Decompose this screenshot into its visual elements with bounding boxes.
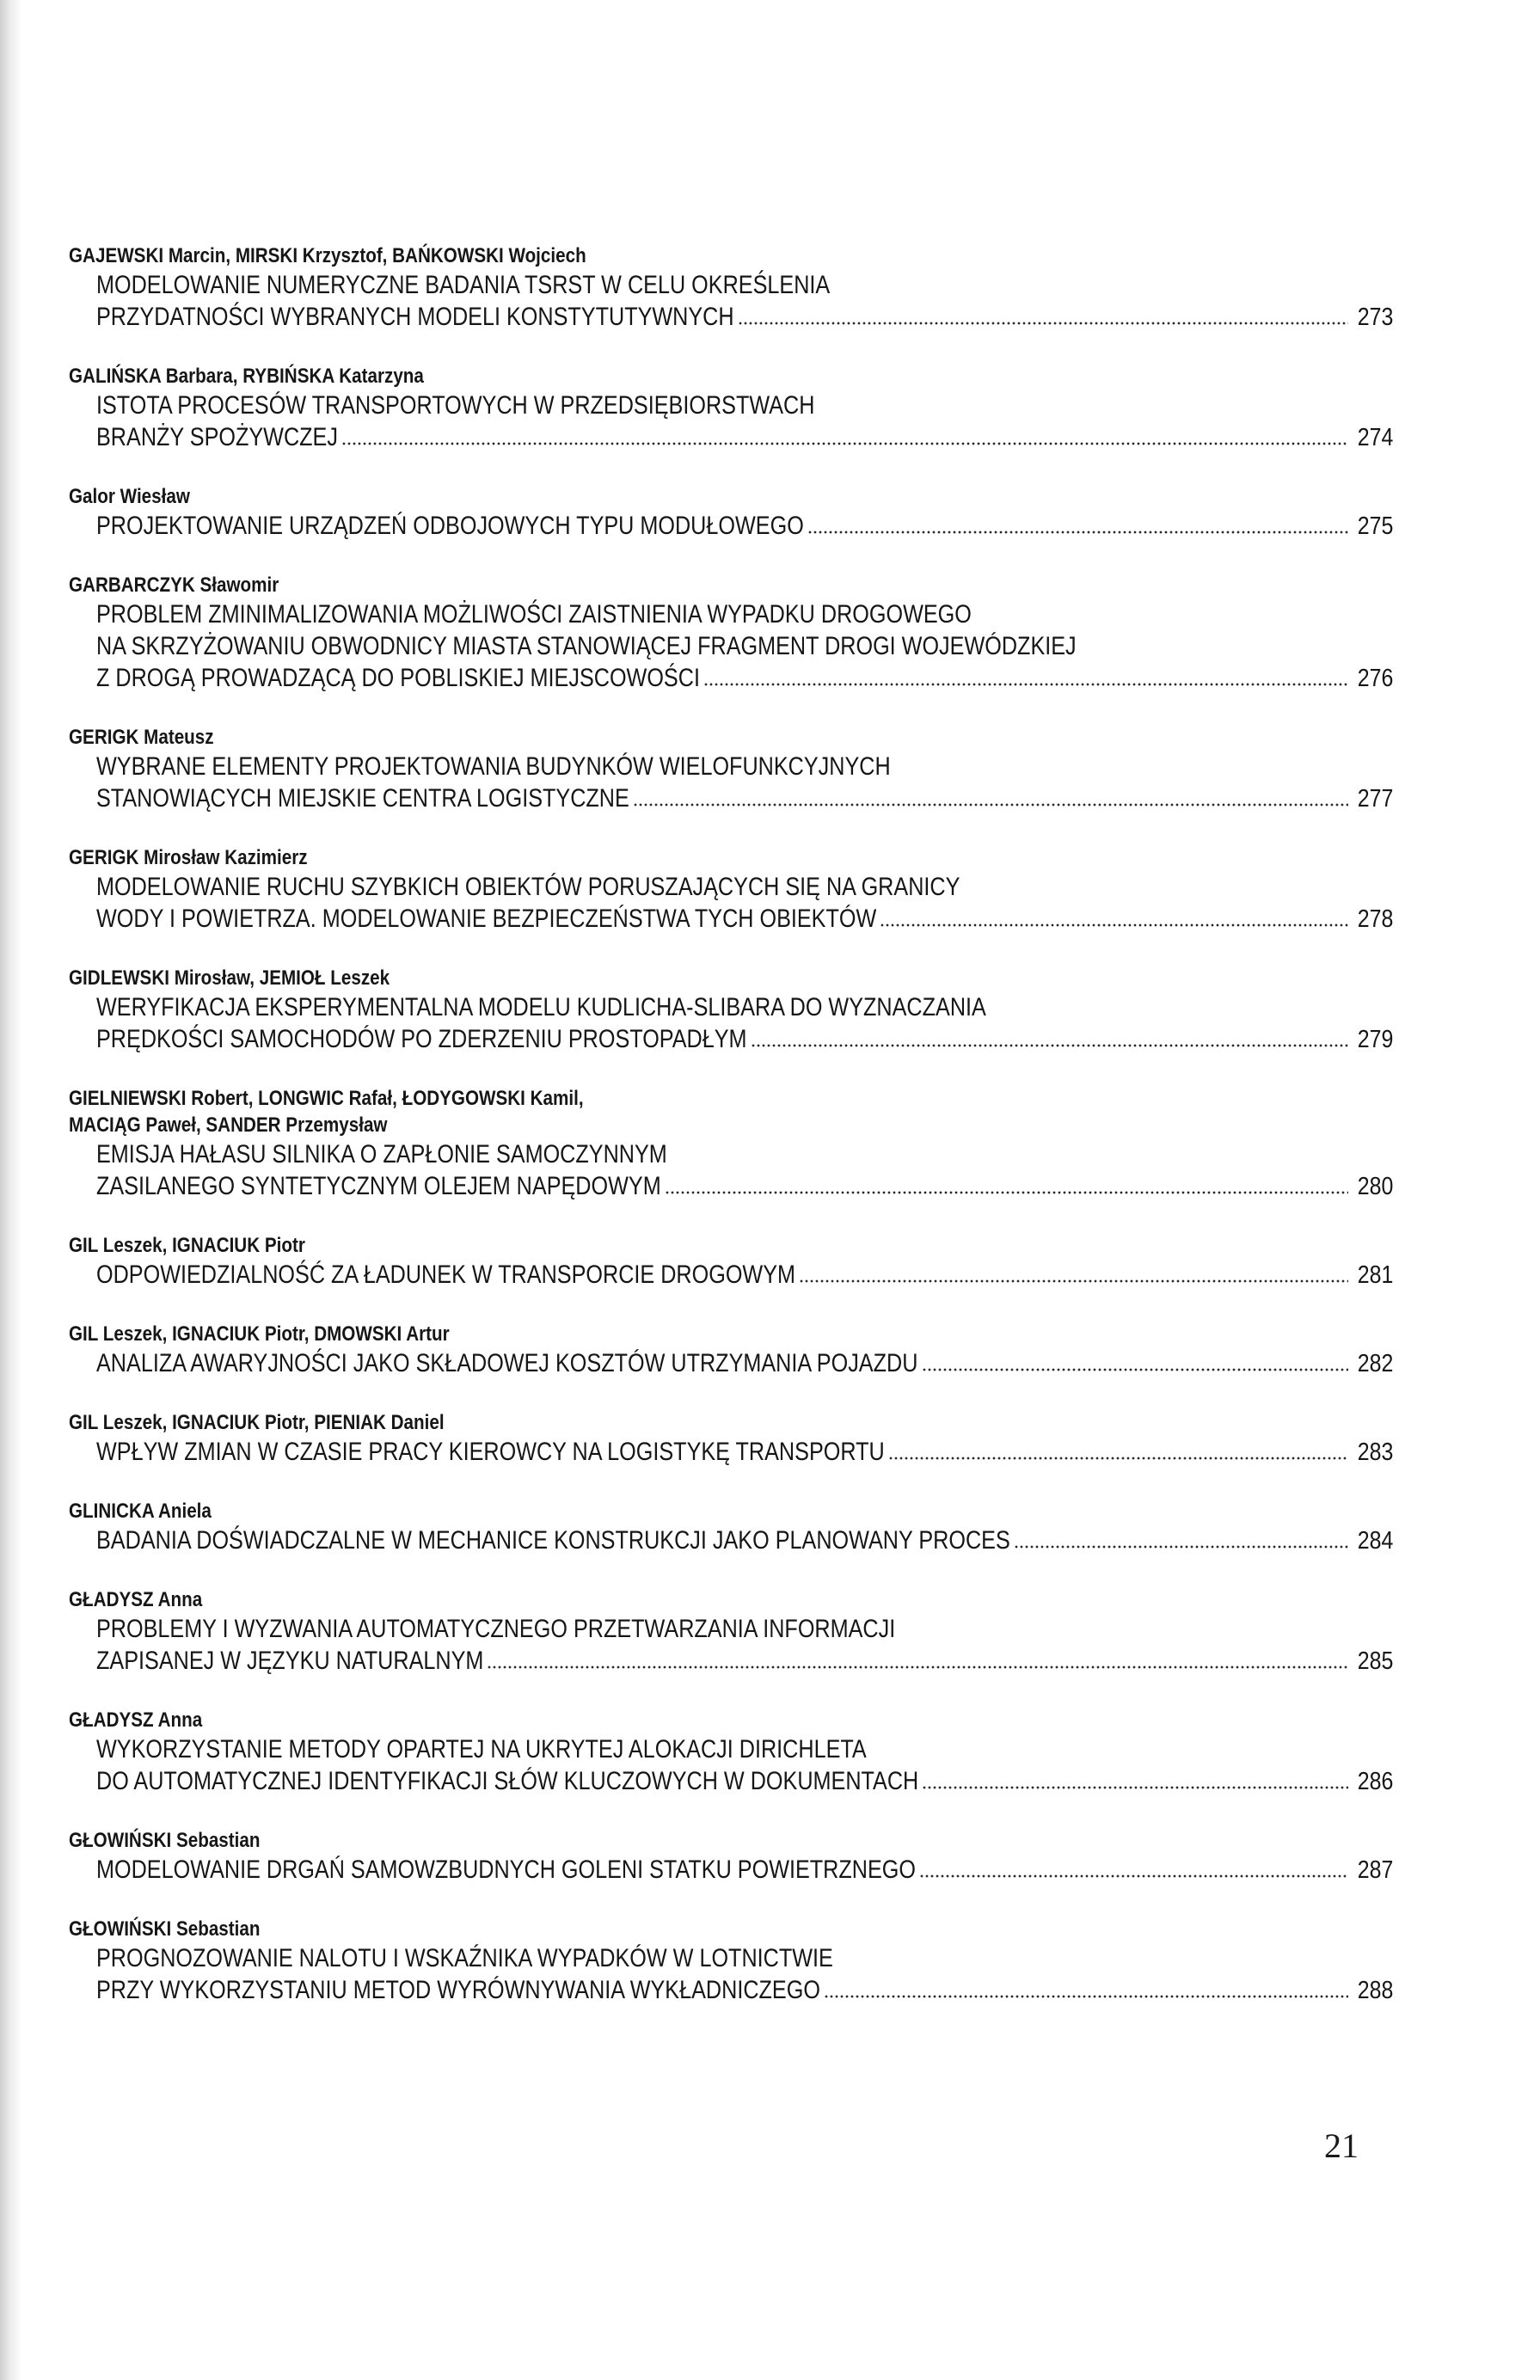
entry-page-number: 277 bbox=[1357, 785, 1393, 813]
entry-authors: GIDLEWSKI Mirosław, JEMIOŁ Leszek bbox=[69, 966, 390, 990]
entry-last-line bbox=[96, 1524, 1393, 1557]
entry-authors: GIL Leszek, IGNACIUK Piotr, PIENIAK Daniel bbox=[69, 1411, 445, 1434]
toc-entry bbox=[69, 1409, 1393, 1469]
entry-last-line bbox=[96, 1023, 1393, 1056]
entry-title-line: ANALIZA AWARYJNOŚCI JAKO SKŁADOWEJ KOSZTÓW UTRZYMANIA POJAZDU bbox=[96, 1349, 918, 1377]
entry-page-number: 284 bbox=[1357, 1527, 1393, 1555]
entry-last-line bbox=[96, 421, 1393, 454]
entry-page-number: 278 bbox=[1357, 905, 1393, 933]
entry-authors: GIELNIEWSKI Robert, LONGWIC Rafał, ŁODYGOWSKI Kamil, bbox=[69, 1087, 584, 1110]
entry-page-number: 281 bbox=[1357, 1261, 1393, 1289]
entry-title-line: WYKORZYSTANIE METODY OPARTEJ NA UKRYTEJ ALOKACJI DIRICHLETA bbox=[96, 1735, 867, 1764]
entry-page-number: 274 bbox=[1357, 424, 1393, 451]
entry-title bbox=[96, 1524, 1393, 1557]
entry-title bbox=[96, 1138, 1393, 1203]
entry-title bbox=[96, 1733, 1393, 1798]
dot-leader bbox=[738, 322, 1348, 325]
entry-authors: Galor Wiesław bbox=[69, 485, 190, 508]
entry-title-line: MODELOWANIE NUMERYCZNE BADANIA TSRST W CELU OKREŚLENIA bbox=[96, 271, 831, 299]
dot-leader bbox=[807, 531, 1348, 534]
entry-title-line: ZASILANEGO SYNTETYCZNYM OLEJEM NAPĘDOWYM bbox=[96, 1172, 661, 1200]
toc-entry bbox=[69, 1827, 1393, 1886]
entry-page-number: 273 bbox=[1357, 304, 1393, 331]
entry-title-line: BRANŻY SPOŻYWCZEJ bbox=[96, 423, 338, 451]
entry-last-line bbox=[96, 662, 1393, 695]
entry-page-number: 286 bbox=[1357, 1768, 1393, 1795]
toc-entry bbox=[69, 724, 1393, 815]
entry-page-number: 282 bbox=[1357, 1350, 1393, 1377]
entry-page-number: 279 bbox=[1357, 1026, 1393, 1053]
entry-last-line bbox=[96, 782, 1393, 815]
entry-authors: GŁADYSZ Anna bbox=[69, 1708, 203, 1732]
entry-title bbox=[96, 1613, 1393, 1678]
toc-entry bbox=[69, 1232, 1393, 1291]
entry-title-line: PROGNOZOWANIE NALOTU I WSKAŹNIKA WYPADKÓW W LOTNICTWIE bbox=[96, 1944, 833, 1972]
entry-title bbox=[96, 269, 1393, 334]
entry-last-line bbox=[96, 1347, 1393, 1380]
entry-last-line bbox=[96, 1170, 1393, 1203]
entry-authors: GIL Leszek, IGNACIUK Piotr bbox=[69, 1234, 305, 1257]
entry-title-line: PRZY WYKORZYSTANIU METOD WYRÓWNYWANIA WYKŁADNICZEGO bbox=[96, 1976, 820, 2004]
dot-leader bbox=[824, 1995, 1348, 1998]
entry-title-line: PROJEKTOWANIE URZĄDZEŃ ODBOJOWYCH TYPU MODUŁOWEGO bbox=[96, 512, 804, 540]
entry-title bbox=[96, 751, 1393, 815]
entry-title bbox=[96, 991, 1393, 1056]
toc-entry bbox=[69, 1916, 1393, 2007]
entry-last-line bbox=[96, 1645, 1393, 1678]
table-of-contents bbox=[69, 242, 1393, 2036]
entry-last-line bbox=[96, 301, 1393, 334]
dot-leader bbox=[487, 1665, 1347, 1669]
dot-leader bbox=[703, 683, 1348, 686]
entry-last-line bbox=[96, 1974, 1393, 2007]
entry-authors: GALIŃSKA Barbara, RYBIŃSKA Katarzyna bbox=[69, 365, 424, 388]
entry-title bbox=[96, 1347, 1393, 1380]
entry-last-line bbox=[96, 1854, 1393, 1886]
page-number: 21 bbox=[1324, 2126, 1359, 2165]
entry-title bbox=[96, 598, 1393, 695]
entry-authors: GAJEWSKI Marcin, MIRSKI Krzysztof, BAŃKOWSKI Wojciech bbox=[69, 244, 586, 267]
entry-last-line bbox=[96, 1436, 1393, 1469]
entry-title bbox=[96, 1436, 1393, 1469]
toc-entry bbox=[69, 1498, 1393, 1557]
entry-last-line bbox=[96, 510, 1393, 543]
entry-page-number: 285 bbox=[1357, 1647, 1393, 1675]
entry-title-line: ODPOWIEDZIALNOŚĆ ZA ŁADUNEK W TRANSPORCIE DROGOWYM bbox=[96, 1261, 796, 1289]
toc-entry bbox=[69, 1085, 1393, 1203]
toc-entry bbox=[69, 1586, 1393, 1678]
entry-title bbox=[96, 510, 1393, 543]
entry-authors: GŁADYSZ Anna bbox=[69, 1588, 203, 1611]
entry-title-line: ISTOTA PROCESÓW TRANSPORTOWYCH W PRZEDSIĘBIORSTWACH bbox=[96, 391, 815, 420]
toc-entry bbox=[69, 483, 1393, 543]
toc-entry bbox=[69, 1321, 1393, 1380]
dot-leader bbox=[751, 1044, 1348, 1047]
entry-last-line bbox=[96, 1765, 1393, 1798]
entry-title-line: WYBRANE ELEMENTY PROJEKTOWANIA BUDYNKÓW WIELOFUNKCYJNYCH bbox=[96, 752, 891, 781]
entry-page-number: 287 bbox=[1357, 1856, 1393, 1884]
entry-authors: GLINICKA Aniela bbox=[69, 1500, 212, 1523]
entry-title-line: EMISJA HAŁASU SILNIKA O ZAPŁONIE SAMOCZYNNYM bbox=[96, 1140, 667, 1169]
entry-page-number: 280 bbox=[1357, 1173, 1393, 1200]
entry-authors: GERIGK Mirosław Kazimierz bbox=[69, 846, 308, 869]
entry-title bbox=[96, 390, 1393, 454]
entry-title bbox=[96, 1942, 1393, 2007]
entry-last-line bbox=[96, 1259, 1393, 1291]
dot-leader bbox=[888, 1457, 1348, 1460]
entry-title bbox=[96, 1854, 1393, 1886]
entry-title bbox=[96, 1259, 1393, 1291]
dot-leader bbox=[1014, 1545, 1348, 1549]
entry-title-line: PRĘDKOŚCI SAMOCHODÓW PO ZDERZENIU PROSTOPADŁYM bbox=[96, 1025, 747, 1053]
entry-title-line: DO AUTOMATYCZNEJ IDENTYFIKACJI SŁÓW KLUCZOWYCH W DOKUMENTACH bbox=[96, 1767, 919, 1795]
entry-last-line bbox=[96, 903, 1393, 935]
dot-leader bbox=[341, 442, 1348, 445]
toc-entry bbox=[69, 844, 1393, 935]
scan-edge-shadow bbox=[0, 0, 22, 2380]
entry-title-line: BADANIA DOŚWIADCZALNE W MECHANICE KONSTRUKCJI JAKO PLANOWANY PROCES bbox=[96, 1526, 1010, 1555]
entry-page-number: 275 bbox=[1357, 512, 1393, 540]
dot-leader bbox=[922, 1786, 1347, 1789]
toc-entry bbox=[69, 1707, 1393, 1798]
dot-leader bbox=[665, 1191, 1348, 1194]
entry-page-number: 288 bbox=[1357, 1977, 1393, 2004]
entry-title-line: PROBLEMY I WYZWANIA AUTOMATYCZNEGO PRZETWARZANIA INFORMACJI bbox=[96, 1615, 896, 1643]
entry-authors: MACIĄG Paweł, SANDER Przemysław bbox=[69, 1113, 388, 1137]
toc-entry bbox=[69, 965, 1393, 1056]
dot-leader bbox=[922, 1368, 1348, 1371]
entry-title-line: Z DROGĄ PROWADZĄCĄ DO POBLISKIEJ MIEJSCOWOŚCI bbox=[96, 664, 700, 692]
entry-title-line: PROBLEM ZMINIMALIZOWANIA MOŻLIWOŚCI ZAISTNIENIA WYPADKU DROGOWEGO bbox=[96, 600, 972, 629]
dot-leader bbox=[919, 1874, 1348, 1878]
toc-entry bbox=[69, 242, 1393, 334]
entry-authors: GŁOWIŃSKI Sebastian bbox=[69, 1917, 261, 1941]
entry-title bbox=[96, 871, 1393, 935]
entry-title-line: ZAPISANEJ W JĘZYKU NATURALNYM bbox=[96, 1647, 484, 1675]
entry-authors: GŁOWIŃSKI Sebastian bbox=[69, 1829, 261, 1852]
entry-title-line: NA SKRZYŻOWANIU OBWODNICY MIASTA STANOWIĄCEJ FRAGMENT DROGI WOJEWÓDZKIEJ bbox=[96, 632, 1077, 660]
entry-authors: GARBARCZYK Sławomir bbox=[69, 574, 279, 597]
dot-leader bbox=[799, 1279, 1348, 1283]
toc-entry bbox=[69, 363, 1393, 454]
entry-title-line: STANOWIĄCYCH MIEJSKIE CENTRA LOGISTYCZNE bbox=[96, 784, 629, 813]
toc-entry bbox=[69, 572, 1393, 695]
entry-authors: GERIGK Mateusz bbox=[69, 726, 214, 749]
entry-title-line: WODY I POWIETRZA. MODELOWANIE BEZPIECZEŃSTWA TYCH OBIEKTÓW bbox=[96, 905, 877, 933]
entry-title-line: MODELOWANIE DRGAŃ SAMOWZBUDNYCH GOLENI STATKU POWIETRZNEGO bbox=[96, 1856, 916, 1884]
entry-title-line: PRZYDATNOŚCI WYBRANYCH MODELI KONSTYTUTYWNYCH bbox=[96, 303, 734, 331]
entry-title-line: MODELOWANIE RUCHU SZYBKICH OBIEKTÓW PORUSZAJĄCYCH SIĘ NA GRANICY bbox=[96, 873, 960, 901]
dot-leader bbox=[633, 803, 1348, 807]
entry-page-number: 276 bbox=[1357, 665, 1393, 692]
entry-page-number: 283 bbox=[1357, 1438, 1393, 1466]
entry-authors: GIL Leszek, IGNACIUK Piotr, DMOWSKI Artur bbox=[69, 1322, 450, 1346]
entry-title-line: WPŁYW ZMIAN W CZASIE PRACY KIEROWCY NA LOGISTYKĘ TRANSPORTU bbox=[96, 1438, 885, 1466]
dot-leader bbox=[880, 923, 1347, 927]
entry-title-line: WERYFIKACJA EKSPERYMENTALNA MODELU KUDLICHA-SLIBARA DO WYZNACZANIA bbox=[96, 993, 986, 1021]
